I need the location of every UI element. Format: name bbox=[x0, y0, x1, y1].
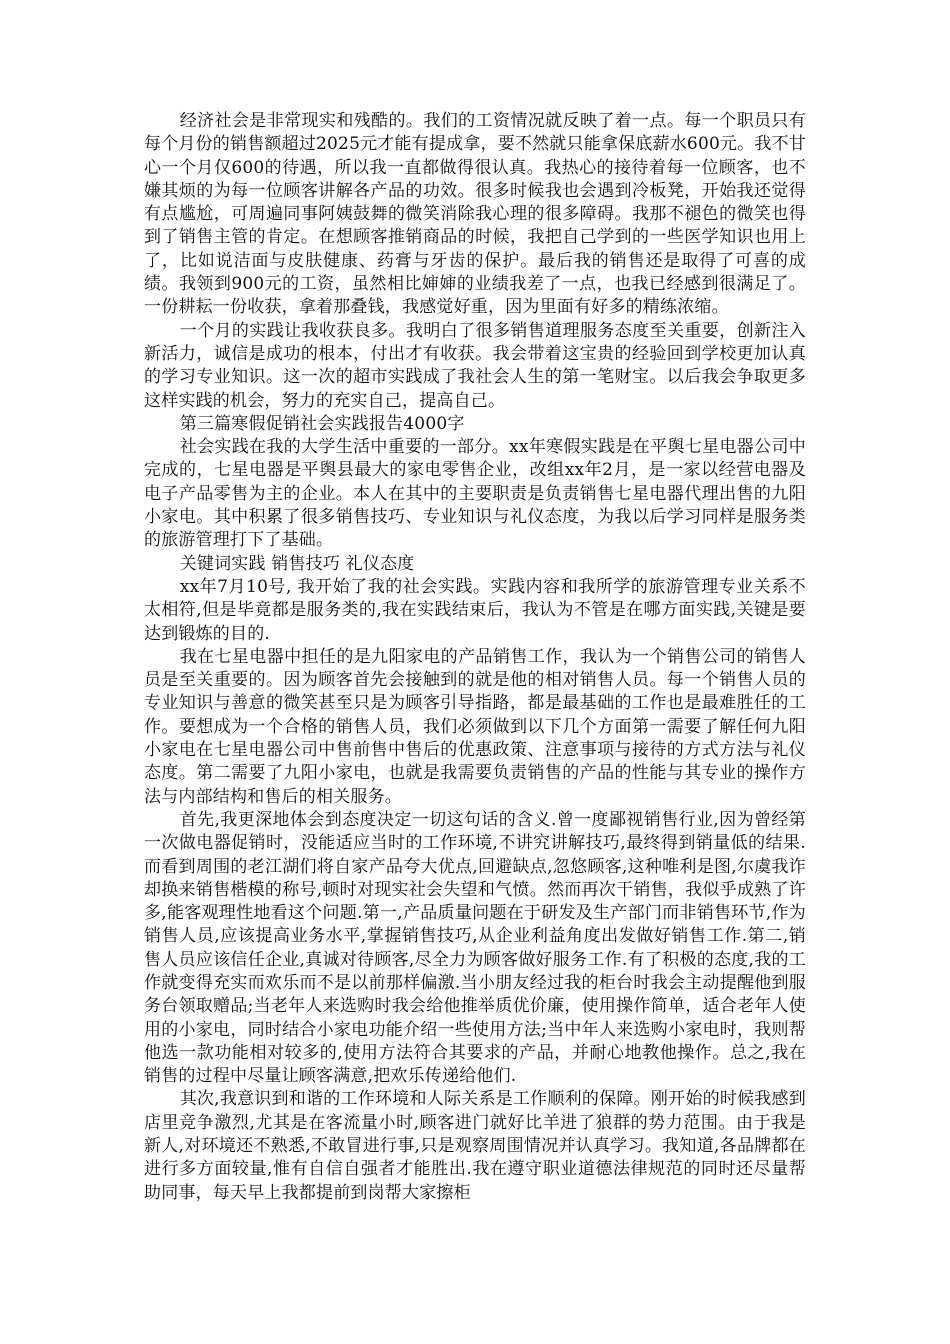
paragraph-summary: 一个月的实践让我收获良多。我明白了很多销售道理服务态度至关重要，创新注入新活力，诚信是成功的根本，付出才有收获。我会带着这宝贵的经验回到学校更加认真的学习专业知识。这一次的超市实践成了我社会人生的第一笔财宝。以后我会争取更多这样实践的机会，努力的充实自己，提高自己。 bbox=[144, 320, 806, 411]
paragraph-attitude: 首先,我更深地体会到态度决定一切这句话的含义.曾一度鄙视销售行业,因为曾经第一次做电器促销时，没能适应当时的工作环境,不讲究讲解技巧,最终得到销量低的结果.而看到周围的老江湖们将自家产品夸大优点,回避缺点,忽悠顾客,这种唯利是图,尔虞我诈却换来销售楷模的称号,顿时对现实社会失望和气愤。然而再次干销售，我似乎成熟了许多,能客观理性地看这个问题.第一,产品质量问题在于研发及生产部门而非销售环节,作为销售人员,应该提高业务水平,掌握销售技巧,从企业利益角度出发做好销售工作.第二,销售人员应该信任企业,真诚对待顾客,尽全力为顾客做好服务工作.有了积极的态度,我的工作就变得充实而欢乐而不是以前那样偏激.当小朋友经过我的柜台时我会主动提醒他到服务台领取赠品;当老年人来选购时我会给他推举质优价廉，使用操作简单，适合老年人使用的小家电，同时结合小家电功能介绍一些使用方法;当中年人来选购小家电时，我则帮他选一款功能相对较多的,使用方法符合其要求的产品，并耐心地教他操作。总之,我在销售的过程中尽量让顾客满意,把欢乐传递给他们. bbox=[144, 809, 806, 1087]
paragraph-start-date: xx年7月10号, 我开始了我的社会实践。实践内容和我所学的旅游管理专业关系不太相符,但是毕竟都是服务类的,我在实践结束后，我认为不管是在哪方面实践,关键是要达到锻炼的目的. bbox=[144, 576, 806, 644]
keywords-line: 关键词实践 销售技巧 礼仪态度 bbox=[179, 553, 415, 574]
document-body bbox=[144, 110, 806, 1205]
paragraph-sales-role: 我在七星电器中担任的是九阳家电的产品销售工作，我认为一个销售公司的销售人员是至关重要的。因为顾客首先会接触到的就是他的相对销售人员。每一个销售人员的专业知识与善意的微笑甚至只是为顾客引导指路，都是最基础的工作也是最难胜任的工作。要想成为一个合格的销售人员，我们必须做到以下几个方面第一需要了解任何九阳小家电在七星电器公司中售前售中售后的优惠政策、注意事项与接待的方式方法与礼仪态度。第二需要了九阳小家电，也就是我需要负责销售的产品的性能与其专业的操作方法与内部结构和售后的相关服务。 bbox=[144, 646, 806, 807]
paragraph-environment: 其次,我意识到和谐的工作环境和人际关系是工作顺利的保障。刚开始的时候我感到店里竞争激烈,尤其是在客流量小时,顾客进门就好比羊进了狼群的势力范围。由于我是新人,对环境还不熟悉,不敢冒进行事,只是观察周围情况并认真学习。我知道,各品牌都在进行多方面较量,惟有自信自强者才能胜出.我在遵守职业道德法律规范的同时还尽量帮助同事，每天早上我都提前到岗帮大家擦柜 bbox=[144, 1089, 806, 1203]
paragraph-intro: 社会实践在我的大学生活中重要的一部分。xx年寒假实践是在平舆七星电器公司中完成的，七星电器是平舆县最大的家电零售企业，改组xx年2月，是一家以经营电器及电子产品零售为主的企业。本人在其中的主要职责是负责销售七星电器代理出售的九阳小家电。其中积累了很多销售技巧、专业知识与礼仪态度，为我以后学习同样是服务类的旅游管理打下了基础。 bbox=[144, 437, 806, 551]
paragraph-salary: 经济社会是非常现实和残酷的。我们的工资情况就反映了着一点。每一个职员只有每个月份的销售额超过2025元才能有提成拿，要不然就只能拿保底薪水600元。我不甘心一个月仅600的待遇，所以我一直都做得很认真。我热心的接待着每一位顾客，也不嫌其烦的为每一位顾客讲解各产品的功效。很多时候我也会遇到冷板凳，开始我还觉得有点尴尬，可周遍同事阿姨鼓舞的微笑消除我心理的很多障碍。我那不褪色的微笑也得到了销售主管的肯定。在想顾客推销商品的时候，我把自己学到的一些医学知识也用上了，比如说洁面与皮肤健康、药膏与牙齿的保护。最后我的销售还是取得了可喜的成绩。我领到900元的工资，虽然相比婶婶的业绩我差了一点，也我已经感到很满足了。一份耕耘一份收获，拿着那叠钱，我感觉好重，因为里面有好多的精练浓缩。 bbox=[144, 111, 806, 318]
section-heading: 第三篇寒假促销社会实践报告4000字 bbox=[179, 413, 465, 434]
